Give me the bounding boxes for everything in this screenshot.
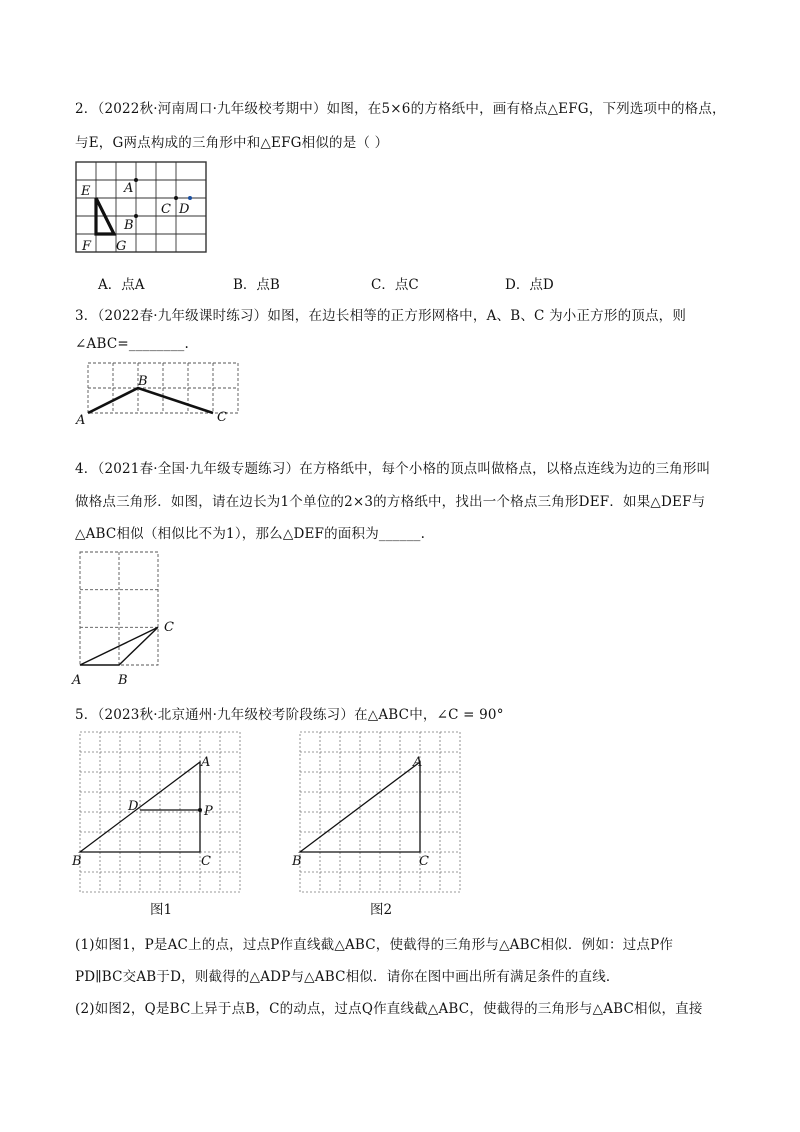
q2-figure <box>76 162 206 257</box>
q3-label-C: C <box>217 410 227 425</box>
point-P <box>198 808 202 812</box>
q2-option-b: B．点B <box>233 277 280 293</box>
point-C <box>174 196 178 200</box>
q3-text-line1: 3．（2022春·九年级课时练习）如图，在边长相等的正方形网格中，A、B、C 为小正方形的顶点，则 <box>75 308 687 324</box>
q4-text-line1: 4．（2021春·全国·九年级专题练习）在方格纸中，每个小格的顶点叫做格点，以格点连线为边的三角形叫 <box>75 461 711 477</box>
q2-text-line1: 2．（2022秋·河南周口·九年级校考期中）如图，在5×6的方格纸中，画有格点△EFG，下列选项中的格点， <box>75 101 726 117</box>
label-F: F <box>82 239 92 254</box>
q2-option-a: A．点A <box>98 277 145 293</box>
fig1-label-B: B <box>72 854 82 869</box>
label-A: A <box>124 181 134 196</box>
point-B <box>134 214 138 218</box>
q2-option-c: C．点C <box>371 277 419 293</box>
q5-part1-line1: (1)如图1，P是AC上的点，过点P作直线截△ABC，使截得的三角形与△ABC相似．例如：过点P作 <box>75 937 674 953</box>
fig2-label-C: C <box>419 854 429 869</box>
fig2-label-B: B <box>292 854 302 869</box>
q3-figure <box>76 362 241 427</box>
fig1-label-A: A <box>201 755 211 770</box>
q2-option-d: D．点D <box>505 277 554 293</box>
q5-text-line1: 5．（2023秋·北京通州·九年级校考阶段练习）在△ABC中，∠C = 90° <box>75 707 504 723</box>
point-D <box>188 196 192 200</box>
label-C: C <box>161 202 171 217</box>
label-D: D <box>179 202 190 217</box>
q3-label-B: B <box>138 374 148 389</box>
q3-text-line2: ∠ABC=________. <box>75 336 189 352</box>
fig1-label-D: D <box>128 799 139 814</box>
q5-part1-line2: PD∥BC交AB于D，则截得的△ADP与△ABC相似．请你在图中画出所有满足条件的直线． <box>75 969 620 985</box>
q3-label-A: A <box>76 413 86 428</box>
q4-text-line3: △ABC相似（相似比不为1），那么△DEF的面积为______. <box>75 526 426 542</box>
q2-text-line2: 与E，G两点构成的三角形中和△EFG相似的是（ ） <box>75 135 389 151</box>
label-B: B <box>124 218 134 233</box>
fig1-label-C: C <box>201 854 211 869</box>
point-A <box>134 178 138 182</box>
q4-label-B: B <box>118 673 128 688</box>
q5-figure-1 <box>70 728 245 898</box>
label-E: E <box>81 184 91 199</box>
fig1-label-P: P <box>204 804 213 819</box>
fig1-caption: 图1 <box>150 902 173 918</box>
q5-part2-line1: (2)如图2，Q是BC上异于点B，C的动点，过点Q作直线截△ABC，使截得的三角形与△ABC相似，直接 <box>75 1001 703 1017</box>
fig2-label-A: A <box>413 755 423 770</box>
q4-text-line2: 做格点三角形．如图，请在边长为1个单位的2×3的方格纸中，找出一个格点三角形DEF．如果△DEF与 <box>75 494 706 510</box>
q4-figure <box>72 552 187 690</box>
q4-label-A: A <box>72 673 82 688</box>
q5-figure-2 <box>290 728 465 898</box>
fig2-caption: 图2 <box>370 902 393 918</box>
q4-label-C: C <box>164 620 174 635</box>
label-G: G <box>116 239 127 254</box>
